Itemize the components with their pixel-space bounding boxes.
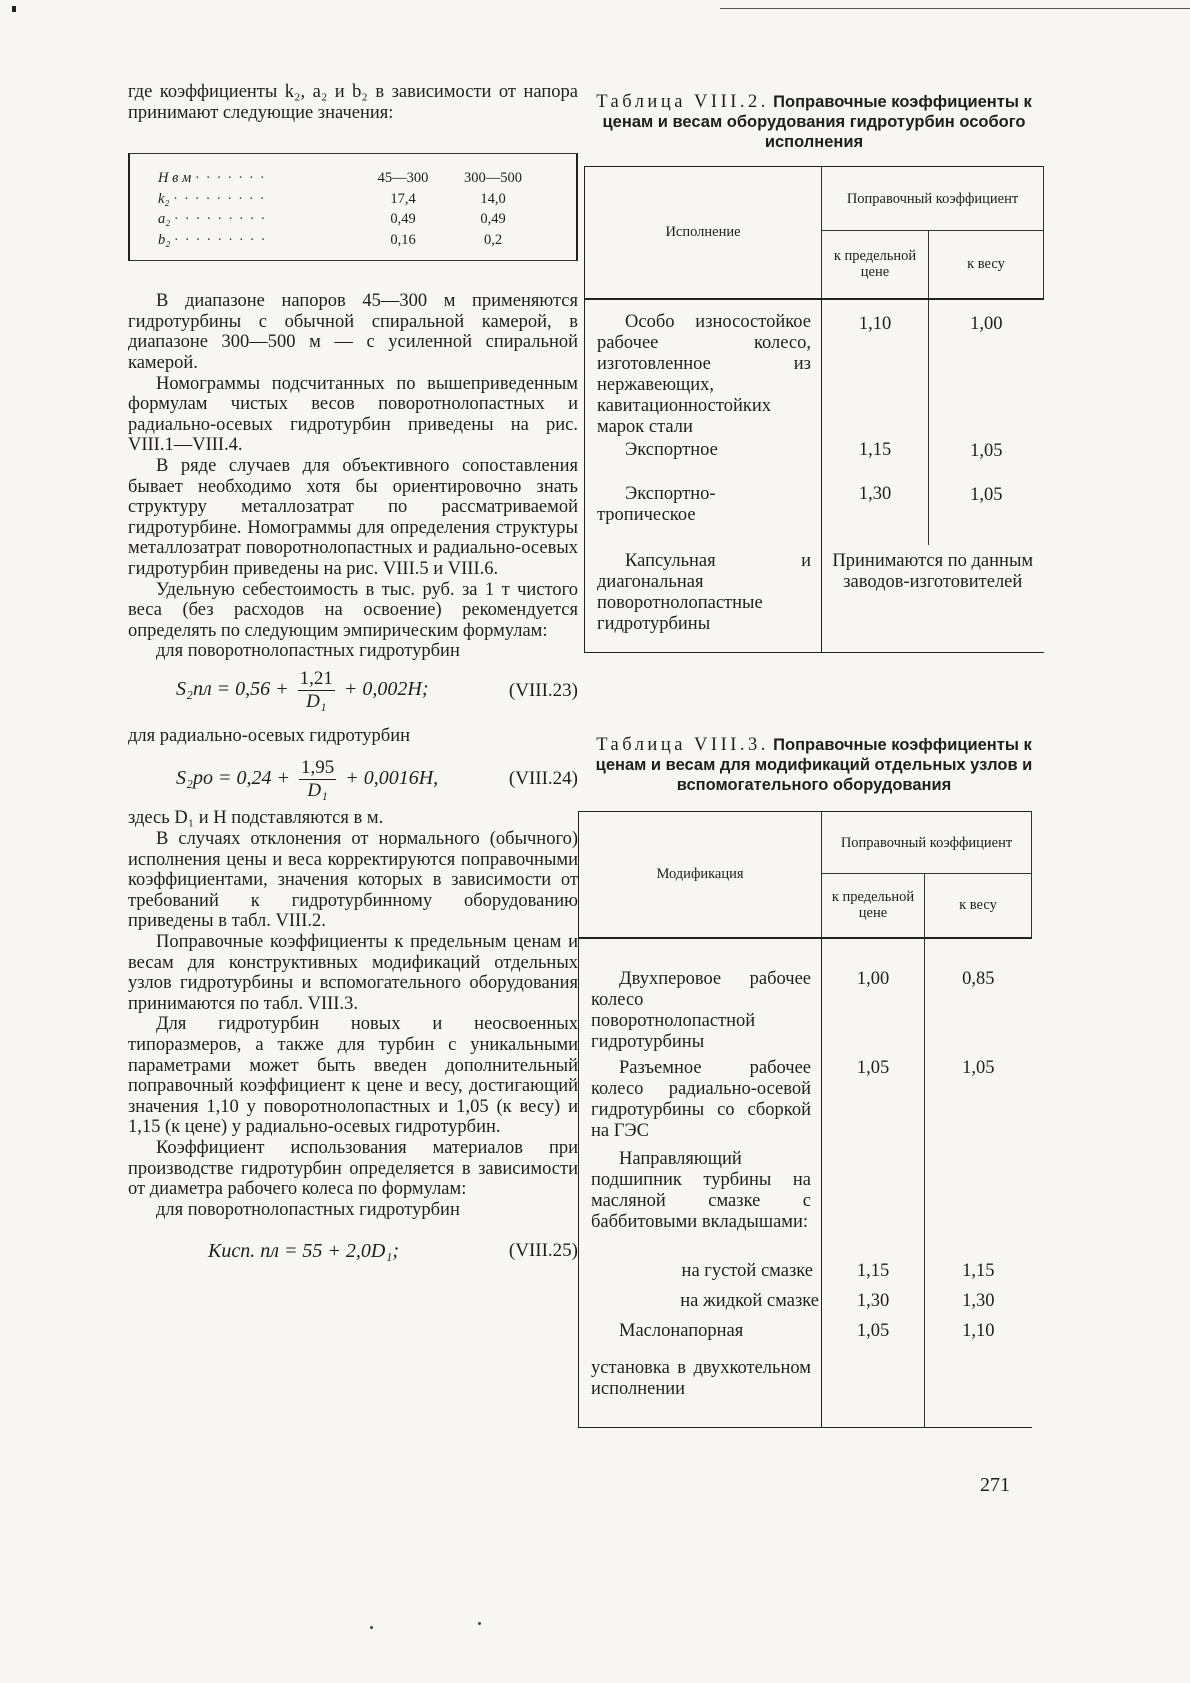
paragraph: В ряде случаев для объективного сопоставления бывает необходимо хотя бы ориентировочно знать структуру металлозатрат по рассматриваемой гидротурбине. Номограммы для определения структуры металлозатрат поворотнолопастных и радиально-осевых гидротурбин приведены на рис. VIII.5 и VIII.6. <box>128 455 578 579</box>
paragraph: Удельную себестоимость в тыс. руб. за 1 т чистого веса (без расходов на освоение) рекомендуется определять по следующим эмпирическим формулам: <box>128 579 578 641</box>
column-header: к весу <box>929 231 1044 299</box>
formula-number: (VIII.23) <box>508 679 578 701</box>
scan-edge-line <box>720 8 1190 9</box>
page-number: 271 <box>980 1474 1010 1496</box>
left-column <box>128 82 578 1274</box>
paragraph: Номограммы подсчитанных по вышеприведенным формулам чистых весов поворотнолопастных и радиально-осевых гидротурбин приведены на рис. VIII.1—VIII.4. <box>128 373 578 456</box>
column-group-header: Поправочный коэффициент <box>822 167 1044 231</box>
param-row: k₂ ········· 17,4 14,0 <box>158 190 506 207</box>
formula-intro: для поворотнолопастных гидротурбин <box>156 1199 460 1220</box>
paragraph: В диапазоне напоров 45—300 м применяются гидротурбины с обычной спиральной камерой, в диапазоне 300—500 м — с усиленной спиральной камерой. <box>128 291 578 373</box>
paragraph: В случаях отклонения от нормального (обычного) исполнения цены и веса корректируются поправочными коэффициентами, значения которых в зависимости от требований к гидротурбинному оборудованию приведены в табл. VIII.2. <box>128 829 578 932</box>
scan-speck <box>478 1622 481 1625</box>
formula-intro: для поворотнолопастных гидротурбин <box>156 641 460 662</box>
table-row: на жидкой смазке 1,30 1,30 <box>579 1290 1032 1320</box>
formula-viii-25: Kисп. пл = 55 + 2,0D₁; (VIII.25) <box>208 1240 578 1263</box>
param-row: a₂ ········· 0,49 0,49 <box>158 211 506 228</box>
column-header: Модификация <box>579 812 822 938</box>
table-viii-2 <box>584 166 1044 653</box>
intro-paragraph: где коэффициенты k₂, a₂ и b₂ в зависимости от напора принимают следующие значения: <box>128 82 578 123</box>
fraction: $\frac{1,21}{\text{D₁}}$ <box>299 668 333 713</box>
paragraph: Для гидротурбин новых и неосвоенных типоразмеров, а также для турбин с уникальными параметрами может быть введен дополнительный поправочный коэффициент к цене и весу, достигающий значения 1,10 у поворотнолопастных и 1,05 (к весу) и 1,15 (к цене) у радиально-осевых гидротурбин. <box>128 1014 578 1138</box>
table-row: Экспортное 1,15 1,05 <box>585 439 1044 483</box>
table-row: установка в двухкотельном исполнении <box>579 1350 1032 1428</box>
table-row: Особо износостойкое рабочее колесо, изготовленное из нержавеющих, кавитационностойких марок стали 1,10 1,00 <box>585 299 1044 439</box>
column-header: к весу <box>925 874 1032 938</box>
table-row: Направляющий подшипник турбины на масляной смазке с баббитовыми вкладышами: <box>579 1148 1032 1260</box>
paragraph: Поправочные коэффициенты к предельным ценам и весам для конструктивных модификаций отдельных узлов гидротурбины и вспомогательного оборудования принимаются по табл. VIII.3. <box>128 932 578 1014</box>
formula-viii-23: S₂пл = 0,56 + $\frac{1,21}{\text{D₁}}$ + 0,002H; (VIII.23) <box>176 668 578 713</box>
table-viii-3-block <box>584 735 1044 1428</box>
formula-intro: для радиально-осевых гидротурбин <box>128 725 411 746</box>
formula-number: (VIII.25) <box>508 1240 578 1262</box>
parameter-table <box>128 153 578 261</box>
formula-number: (VIII.24) <box>508 768 578 790</box>
table-row: Двухперовое рабочее колесо поворотнолопастной гидротурбины 1,00 0,85 <box>579 938 1032 1054</box>
fraction: $\frac{1,95}{\text{D₁}}$ <box>300 756 335 801</box>
param-row: b₂ ········· 0,16 0,2 <box>158 231 503 248</box>
column-header: Исполнение <box>585 167 822 299</box>
paragraph: Коэффициент использования материалов при производстве гидротурбин определяется в зависимости от диаметра рабочего колеса по формулам: <box>128 1137 578 1200</box>
table-caption: Таблица VIII.3. Поправочные коэффициенты к ценам и весам для модификаций отдельных узлов и вспомогательного оборудования <box>595 735 1033 794</box>
param-row: H в м ······· 45—300 300—500 <box>158 170 522 187</box>
table-viii-2-block <box>584 92 1044 653</box>
column-group-header: Поправочный коэффициент <box>822 812 1032 874</box>
paragraph: здесь D₁ и H подставляются в м. <box>128 808 384 829</box>
scan-speck <box>370 1626 373 1629</box>
column-header: к предельной цене <box>822 874 925 938</box>
formula-viii-24: S₂ро = 0,24 + $\frac{1,95}{\text{D₁}}$ + 0,0016H, (VIII.24) <box>176 756 578 801</box>
table-viii-3 <box>578 811 1032 1428</box>
table-row: Капсульная и диагональная поворотнолопастные гидротурбины Принимаются по данным заводов-изготовителей <box>585 545 1044 653</box>
column-header: к предельной цене <box>822 231 929 299</box>
table-row: Маслонапорная 1,05 1,10 <box>579 1320 1032 1350</box>
table-caption: Таблица VIII.2. Поправочные коэффициенты к ценам и весам оборудования гидротурбин особого исполнения <box>596 92 1032 151</box>
scan-speck <box>12 6 16 12</box>
table-row: Экспортно-тропическое 1,30 1,05 <box>585 483 1044 545</box>
table-row: на густой смазке 1,15 1,15 <box>579 1260 1032 1290</box>
table-row: Разъемное рабочее колесо радиально-осевой гидротурбины со сборкой на ГЭС 1,05 1,05 <box>579 1054 1032 1148</box>
